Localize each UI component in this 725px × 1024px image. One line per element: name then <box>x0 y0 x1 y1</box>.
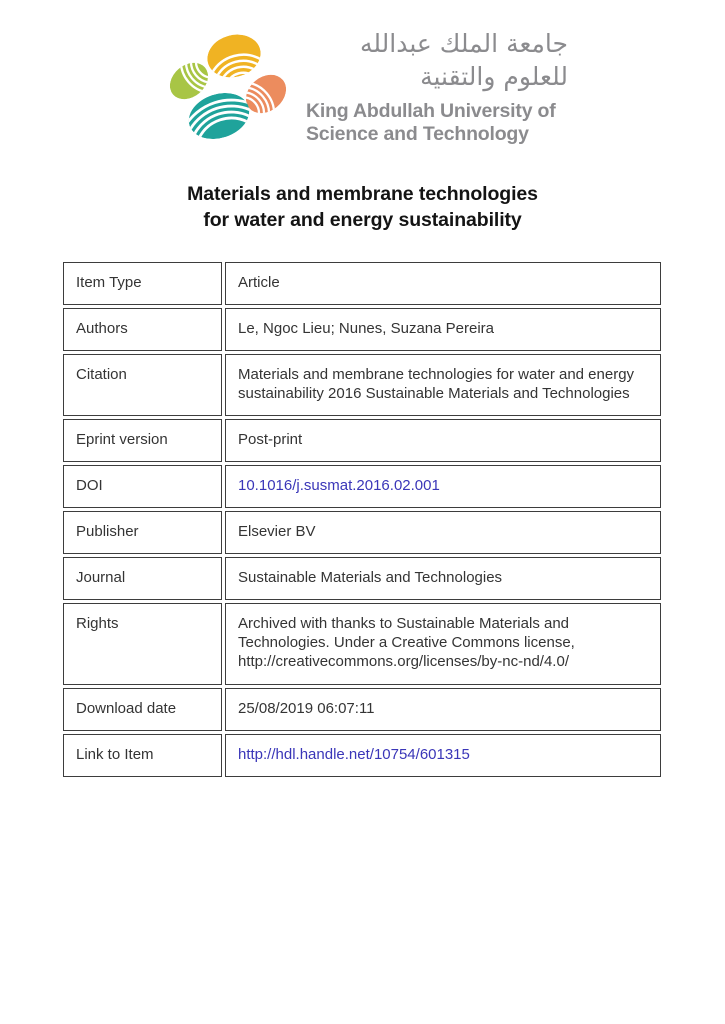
arabic-line-1: جامعة الملك عبدالله <box>359 29 568 58</box>
row-label: Item Type <box>63 262 222 305</box>
row-label: Download date <box>63 688 222 731</box>
row-value <box>225 734 661 777</box>
kaust-logo-text <box>306 26 568 147</box>
title-line-1: Materials and membrane technologies <box>187 183 538 205</box>
university-name-arabic <box>306 26 568 93</box>
row-value <box>225 465 661 508</box>
table-row-journal <box>63 557 661 600</box>
table-row-item-type <box>63 262 661 305</box>
item-handle-link[interactable]: http://hdl.handle.net/10754/601315 <box>238 745 470 763</box>
document-title <box>0 182 725 234</box>
table-row-citation <box>63 354 661 416</box>
table-row-rights <box>63 603 661 684</box>
row-label: Link to Item <box>63 734 222 777</box>
english-line-2: Science and Technology <box>306 123 529 146</box>
metadata-table <box>60 259 664 780</box>
table-row-publisher <box>63 511 661 554</box>
kaust-logo-block <box>166 26 568 147</box>
row-value: Archived with thanks to Sustainable Materials and Technologies. Under a Creative Commons license, http://creativecommons.org/licenses/by-nc-nd/4.0/ <box>225 603 661 684</box>
title-line-2: for water and energy sustainability <box>203 208 522 231</box>
row-label: Rights <box>63 603 222 684</box>
row-value: Elsevier BV <box>225 511 661 554</box>
table-row-doi <box>63 465 661 508</box>
table-row-authors <box>63 308 661 351</box>
row-value: Article <box>225 262 661 305</box>
doi-link[interactable]: 10.1016/j.susmat.2016.02.001 <box>238 477 440 495</box>
row-label: Journal <box>63 557 222 600</box>
row-value: Materials and membrane technologies for water and energy sustainability 2016 Sustainable Materials and Technologies <box>225 354 661 416</box>
table-row-link-to-item <box>63 734 661 777</box>
kaust-logo-icon <box>166 26 296 144</box>
arabic-line-2: للعلوم والتقنية <box>420 61 568 91</box>
row-label: Publisher <box>63 511 222 554</box>
row-value: Le, Ngoc Lieu; Nunes, Suzana Pereira <box>225 308 661 351</box>
row-label: DOI <box>63 465 222 508</box>
university-name-english <box>306 100 568 147</box>
row-value: Sustainable Materials and Technologies <box>225 557 661 600</box>
table-row-download-date <box>63 688 661 731</box>
row-value: 25/08/2019 06:07:11 <box>225 688 661 731</box>
row-value: Post-print <box>225 419 661 462</box>
row-label: Citation <box>63 354 222 416</box>
row-label: Eprint version <box>63 419 222 462</box>
row-label: Authors <box>63 308 222 351</box>
english-line-1: King Abdullah University of <box>306 100 556 122</box>
table-row-eprint-version <box>63 419 661 462</box>
